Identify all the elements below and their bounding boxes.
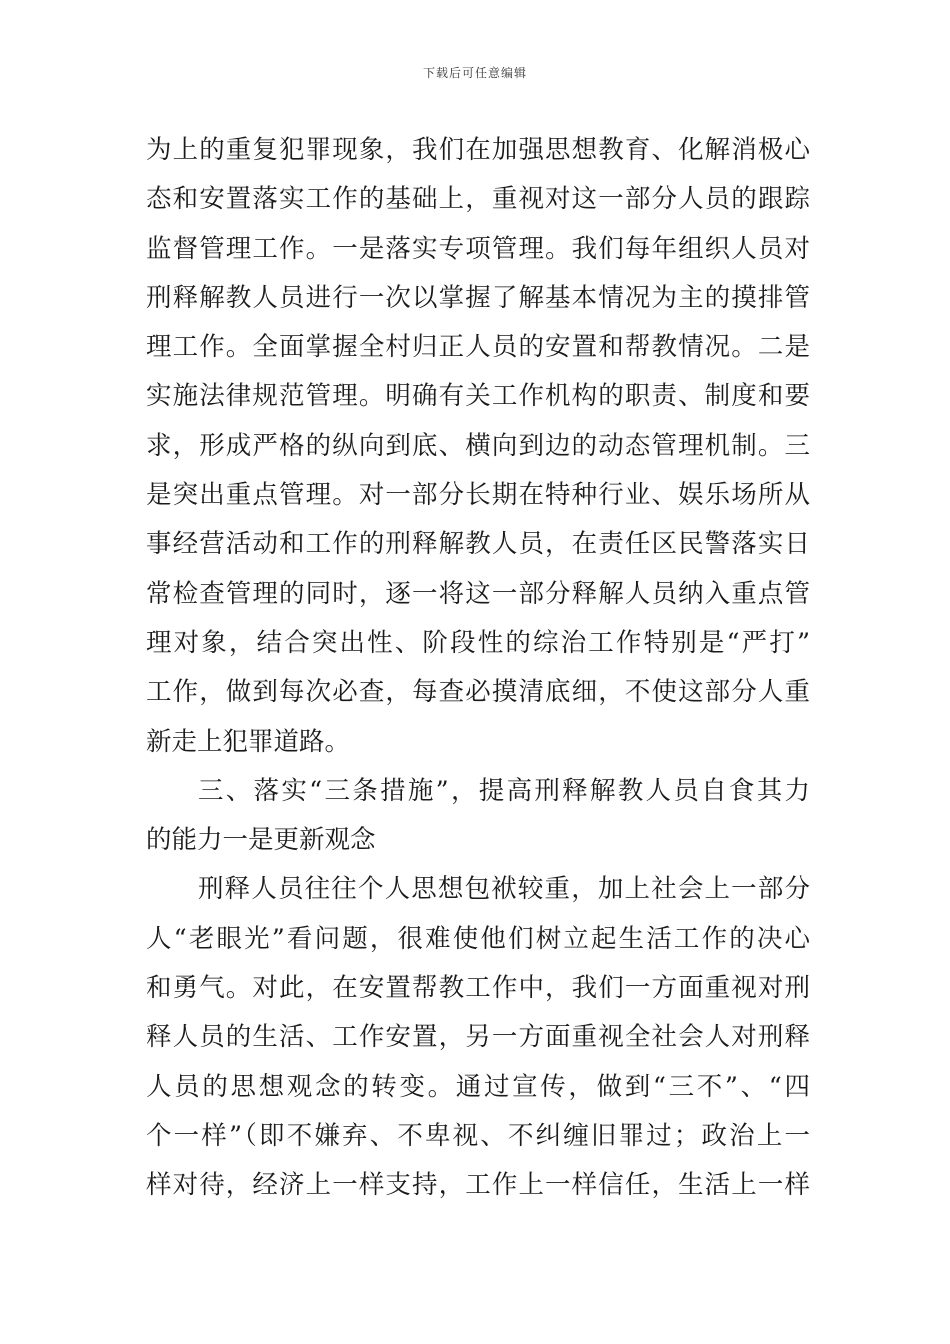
text-line: 释人员的生活、工作安置，另一方面重视全社会人对刑释 xyxy=(146,1022,810,1053)
document-body xyxy=(146,126,810,1211)
text-line: 人“老眼光”看问题，很难使他们树立起生活工作的决心 xyxy=(146,923,810,954)
text-line: 刑释解教人员进行一次以掌握了解基本情况为主的摸排管 xyxy=(146,282,810,313)
section-heading-line: 三、落实“三条措施”，提高刑释解教人员自食其力 xyxy=(198,775,810,806)
text-line: 刑释人员往往个人思想包袱较重，加上社会上一部分 xyxy=(198,874,810,905)
text-line: 事经营活动和工作的刑释解教人员，在责任区民警落实日 xyxy=(146,529,810,560)
text-line: 态和安置落实工作的基础上，重视对这一部分人员的跟踪 xyxy=(146,184,810,215)
text-line: 理对象，结合突出性、阶段性的综治工作特别是“严打” xyxy=(146,627,810,658)
text-line: 监督管理工作。一是落实专项管理。我们每年组织人员对 xyxy=(146,233,810,264)
text-line: 常检查管理的同时，逐一将这一部分释解人员纳入重点管 xyxy=(146,578,810,609)
text-line: 工作，做到每次必查，每查必摸清底细，不使这部分人重 xyxy=(146,677,810,708)
section-heading-line: 的能力一是更新观念 xyxy=(146,825,376,856)
text-line: 样对待，经济上一样支持，工作上一样信任，生活上一样 xyxy=(146,1170,810,1201)
page-header: 下载后可任意编辑 xyxy=(422,66,527,80)
text-line: 求，形成严格的纵向到底、横向到边的动态管理机制。三 xyxy=(146,430,810,461)
text-line: 个一样”（即不嫌弃、不卑视、不纠缠旧罪过；政治上一 xyxy=(146,1120,810,1151)
text-line: 为上的重复犯罪现象，我们在加强思想教育、化解消极心 xyxy=(146,135,810,165)
text-line: 是突出重点管理。对一部分长期在特种行业、娱乐场所从 xyxy=(146,480,810,511)
text-line: 实施法律规范管理。明确有关工作机构的职责、制度和要 xyxy=(146,381,810,412)
text-line: 人员的思想观念的转变。通过宣传，做到“三不”、“四 xyxy=(146,1071,810,1102)
text-line: 新走上犯罪道路。 xyxy=(146,726,351,757)
text-line: 理工作。全面掌握全村归正人员的安置和帮教情况。二是 xyxy=(146,332,810,363)
text-line: 和勇气。对此，在安置帮教工作中，我们一方面重视对刑 xyxy=(146,973,810,1004)
